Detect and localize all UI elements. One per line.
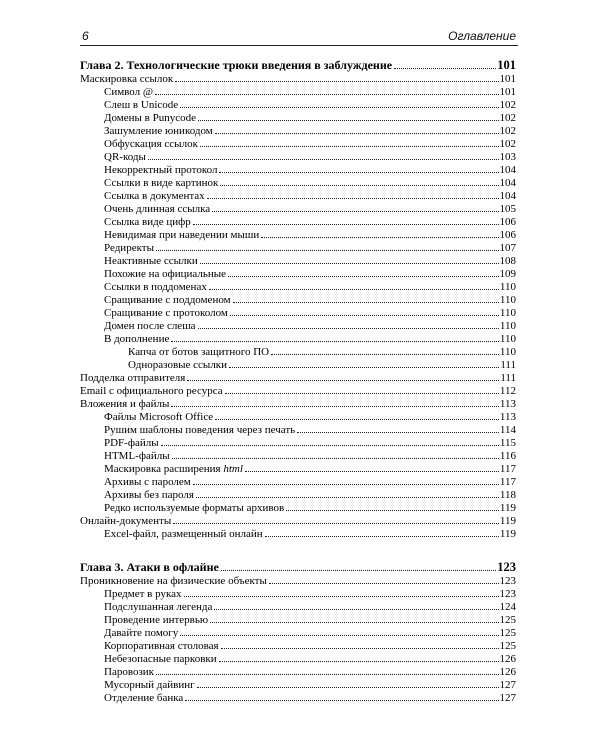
- toc-entry-text: Сращивание с поддоменом: [104, 294, 231, 306]
- page-number: 6: [82, 29, 89, 43]
- toc-entry-text: Слеш в Unicode: [104, 99, 179, 111]
- toc-entry-title: [104, 437, 159, 450]
- toc-entry-text: Ссылка в документах: [104, 190, 205, 202]
- dot-leader: [184, 596, 499, 597]
- toc-chapter-entry: [80, 57, 516, 73]
- toc-page-number: 123: [499, 588, 516, 600]
- dot-leader: [172, 458, 499, 459]
- toc-entry-text: Домены в Punycode: [104, 112, 196, 124]
- toc-entry: [80, 359, 516, 372]
- toc-entry-title: [104, 177, 218, 190]
- toc-entry-title: [80, 398, 169, 411]
- toc-entry-title: [104, 164, 217, 177]
- toc-entry: [80, 229, 516, 242]
- toc-entry-title: [80, 385, 223, 398]
- dot-leader: [156, 250, 499, 251]
- toc-page-number: 110: [499, 294, 516, 306]
- toc-entry-title: [104, 294, 231, 307]
- toc-entry-title: [104, 268, 226, 281]
- toc-entry-title: [104, 112, 196, 125]
- toc-entry: [80, 653, 516, 666]
- toc-entry-title: [104, 424, 295, 437]
- toc-entry-title: [104, 203, 210, 216]
- toc-entry: [80, 476, 516, 489]
- toc-entry: [80, 333, 516, 346]
- toc-page-number: 113: [499, 411, 516, 423]
- dot-leader: [219, 661, 499, 662]
- toc-entry-italic-text: html: [223, 463, 243, 475]
- toc-page-number: 110: [499, 333, 516, 345]
- toc-entry-title: [104, 640, 219, 653]
- toc-page-number: 123: [499, 575, 516, 587]
- toc-entry-text: Архивы с паролем: [104, 476, 191, 488]
- toc-page-number: 102: [499, 99, 516, 111]
- toc-page-number: 117: [499, 476, 516, 488]
- toc-page-number: 104: [499, 190, 516, 202]
- toc-page-number: 110: [499, 281, 516, 293]
- dot-leader: [198, 120, 499, 121]
- toc-entry: [80, 424, 516, 437]
- toc-entry: [80, 614, 516, 627]
- toc-entry-title: [104, 86, 153, 99]
- dot-leader: [286, 510, 499, 511]
- toc-entry-text: Архивы без пароля: [104, 489, 194, 501]
- toc-entry-title: [104, 320, 196, 333]
- toc-entry: [80, 489, 516, 502]
- toc-entry-title: [104, 450, 170, 463]
- toc-entry-text: Онлайн-документы: [80, 515, 172, 527]
- toc-entry-title: [80, 372, 185, 385]
- toc-entry-title: [128, 346, 269, 359]
- toc-page-number: 111: [500, 359, 516, 371]
- toc-page-number: 102: [499, 112, 516, 124]
- toc-entry-title: [104, 653, 217, 666]
- toc-entry-text: HTML-файлы: [104, 450, 170, 462]
- toc-entry-text: Редиректы: [104, 242, 154, 254]
- toc-entry: [80, 528, 516, 541]
- toc-page-number: 119: [499, 515, 516, 527]
- toc-page-number: 110: [499, 320, 516, 332]
- toc-entry-text: Давайте помогу: [104, 627, 179, 639]
- toc-page-number: 115: [499, 437, 516, 449]
- toc-entry-text: Мусорный дайвинг: [104, 679, 195, 691]
- toc-entry-title: [104, 679, 195, 692]
- toc-entry-text: Проникновение на физические объекты: [80, 575, 267, 587]
- dot-leader: [394, 68, 496, 69]
- toc-page-number: 114: [499, 424, 516, 436]
- toc-entry-text: Похожие на официальные: [104, 268, 227, 280]
- toc-entry: [80, 601, 516, 614]
- toc-entry: [80, 99, 516, 112]
- toc-entry: [80, 411, 516, 424]
- toc-entry-title: [104, 242, 154, 255]
- toc-entry: [80, 307, 516, 320]
- toc-page-number: 102: [499, 138, 516, 150]
- toc-page-number: 125: [499, 627, 516, 639]
- toc-page-number: 125: [499, 614, 516, 626]
- toc-entry: [80, 86, 516, 99]
- toc-entry-text: Глава 3. Атаки в офлайне: [80, 560, 219, 574]
- toc-entry: [80, 515, 516, 528]
- toc-entry: [80, 463, 516, 476]
- toc-entry-title: [104, 463, 243, 476]
- toc-entry: [80, 627, 516, 640]
- toc-page-number: 124: [499, 601, 516, 613]
- toc-entry: [80, 177, 516, 190]
- toc-entry: [80, 346, 516, 359]
- dot-leader: [173, 523, 499, 524]
- dot-leader: [265, 536, 499, 537]
- toc-entry-text: Отделение банка: [104, 692, 184, 704]
- toc-page-number: 127: [499, 692, 516, 704]
- toc-entry: [80, 281, 516, 294]
- toc-entry-text: Предмет в руках: [104, 588, 182, 600]
- toc-entry-text: Невидимая при наведении мыши: [104, 229, 260, 241]
- toc-entry-title: [104, 138, 198, 151]
- toc-entry-title: [104, 627, 178, 640]
- toc-page-number: 109: [499, 268, 516, 280]
- toc-entry: [80, 372, 516, 385]
- toc-page-number: 104: [499, 164, 516, 176]
- toc-entry-title: [104, 502, 284, 515]
- dot-leader: [197, 687, 499, 688]
- toc-entry-text: Корпоративная столовая: [104, 640, 219, 652]
- toc-page-number: 126: [499, 666, 516, 678]
- toc-entry-title: [104, 281, 207, 294]
- toc-entry: [80, 692, 516, 705]
- toc-entry-text: Проведение интервью: [104, 614, 209, 626]
- toc-entry-title: [104, 411, 213, 424]
- dot-leader: [198, 328, 499, 329]
- toc-page-number: 102: [499, 125, 516, 137]
- toc-entry: [80, 216, 516, 229]
- toc-entry: [80, 575, 516, 588]
- toc-entry-text: Excel-файл, размещенный онлайн: [104, 528, 263, 540]
- toc-page-number: 119: [499, 502, 516, 514]
- toc-entry: [80, 502, 516, 515]
- toc-page-number: 116: [499, 450, 516, 462]
- dot-leader: [148, 159, 499, 160]
- toc-entry-text: В дополнение: [104, 333, 170, 345]
- dot-leader: [156, 674, 498, 675]
- toc-entry: [80, 190, 516, 203]
- toc-entry-text: Ссылки в поддоменах: [104, 281, 207, 293]
- dot-leader: [271, 354, 499, 355]
- toc-entry-text: Ссылка виде цифр: [104, 216, 191, 228]
- toc-entry-text: Маскировка ссылок: [80, 73, 174, 85]
- toc-entry-text: Подслушанная легенда: [104, 601, 213, 613]
- dot-leader: [185, 700, 498, 701]
- toc-page-number: 104: [499, 177, 516, 189]
- toc-entry-text: Очень длинная ссылка: [104, 203, 211, 215]
- dot-leader: [210, 622, 498, 623]
- toc-page-number: 108: [499, 255, 516, 267]
- dot-leader: [187, 380, 499, 381]
- toc-entry-title: [104, 614, 208, 627]
- dot-leader: [200, 263, 499, 264]
- toc-entry: [80, 125, 516, 138]
- toc-page-number: 101: [499, 86, 516, 98]
- toc-entry: [80, 268, 516, 281]
- dot-leader: [221, 570, 496, 571]
- toc-page-number: 105: [499, 203, 516, 215]
- toc-entry-text: Небезопасные парковки: [104, 653, 217, 665]
- toc-entry-text: Редко используемые форматы архивов: [104, 502, 285, 514]
- dot-leader: [196, 497, 499, 498]
- toc-entry-text: Зашумление юникодом: [104, 125, 213, 137]
- toc-entry: [80, 242, 516, 255]
- dot-leader: [212, 211, 498, 212]
- toc-entry-text: Маскировка расширения: [104, 463, 224, 475]
- toc-entry-title: [104, 190, 205, 203]
- toc-entry-title: [80, 559, 219, 575]
- toc-entry-title: [104, 666, 154, 679]
- toc-page-number: 107: [499, 242, 516, 254]
- toc-page-number: 101: [499, 73, 516, 85]
- toc-entry-text: Капча от ботов защитного ПО: [128, 346, 270, 358]
- header-divider: [80, 45, 518, 46]
- toc-entry-title: [80, 57, 392, 73]
- table-of-contents: [80, 56, 516, 705]
- toc-entry: [80, 112, 516, 125]
- toc-entry: [80, 398, 516, 411]
- toc-entry-text: Одноразовые ссылки: [128, 359, 228, 371]
- dot-leader: [209, 289, 499, 290]
- dot-leader: [221, 648, 499, 649]
- dot-leader: [228, 276, 498, 277]
- dot-leader: [214, 609, 498, 610]
- toc-entry-title: [104, 216, 191, 229]
- toc-entry-text: QR-коды: [104, 151, 146, 163]
- toc-page-number: 110: [499, 307, 516, 319]
- toc-entry-text: Рушим шаблоны поведения через печать: [104, 424, 296, 436]
- toc-page-number: 119: [499, 528, 516, 540]
- dot-leader: [171, 406, 499, 407]
- toc-page-number: 125: [499, 640, 516, 652]
- dot-leader: [171, 341, 499, 342]
- toc-entry-title: [104, 307, 228, 320]
- dot-leader: [229, 367, 499, 368]
- toc-entry-title: [80, 73, 173, 86]
- toc-entry: [80, 640, 516, 653]
- toc-entry-text: PDF-файлы: [104, 437, 159, 449]
- toc-entry-text: Email с официального ресурса: [80, 385, 223, 397]
- toc-entry-title: [104, 229, 259, 242]
- dot-leader: [215, 419, 499, 420]
- toc-entry-text: Глава 2. Технологические трюки введения в заблуждение: [80, 58, 393, 72]
- toc-page-number: 111: [500, 372, 516, 384]
- toc-entry: [80, 588, 516, 601]
- dot-leader: [219, 172, 498, 173]
- toc-page-number: 103: [499, 151, 516, 163]
- dot-leader: [215, 133, 499, 134]
- toc-entry: [80, 385, 516, 398]
- toc-entry-text: Файлы Microsoft Office: [104, 411, 214, 423]
- toc-entry-text: Домен после слеша: [104, 320, 196, 332]
- toc-entry-text: Обфускация ссылок: [104, 138, 198, 150]
- dot-leader: [230, 315, 499, 316]
- toc-page-number: 127: [499, 679, 516, 691]
- toc-entry-title: [104, 333, 169, 346]
- toc-entry-title: [128, 359, 227, 372]
- toc-entry-text: Вложения и файлы: [80, 398, 170, 410]
- dot-leader: [161, 445, 499, 446]
- toc-page-number: 112: [499, 385, 516, 397]
- dot-leader: [193, 484, 499, 485]
- toc-entry-text: Ссылки в виде картинок: [104, 177, 219, 189]
- dot-leader: [207, 198, 499, 199]
- toc-chapter-entry: [80, 559, 516, 575]
- dot-leader: [175, 81, 498, 82]
- toc-entry-text: Некорректный протокол: [104, 164, 218, 176]
- toc-entry: [80, 294, 516, 307]
- toc-entry: [80, 164, 516, 177]
- dot-leader: [155, 94, 498, 95]
- toc-entry: [80, 666, 516, 679]
- toc-entry-title: [104, 151, 146, 164]
- toc-entry-title: [104, 255, 198, 268]
- toc-entry-text: Символ @: [104, 86, 154, 98]
- dot-leader: [200, 146, 499, 147]
- toc-entry-title: [80, 575, 267, 588]
- toc-entry-text: Паровозик: [104, 666, 155, 678]
- dot-leader: [225, 393, 499, 394]
- toc-page-number: 106: [499, 216, 516, 228]
- toc-entry: [80, 679, 516, 692]
- toc-entry-text: Сращивание с протоколом: [104, 307, 228, 319]
- dot-leader: [220, 185, 498, 186]
- toc-entry: [80, 450, 516, 463]
- toc-page-number: 117: [499, 463, 516, 475]
- dot-leader: [245, 471, 499, 472]
- dot-leader: [180, 107, 498, 108]
- toc-entry: [80, 255, 516, 268]
- dot-leader: [297, 432, 499, 433]
- dot-leader: [180, 635, 498, 636]
- toc-page-number: 106: [499, 229, 516, 241]
- toc-entry: [80, 437, 516, 450]
- toc-entry: [80, 73, 516, 86]
- toc-entry: [80, 320, 516, 333]
- toc-entry: [80, 203, 516, 216]
- toc-entry-title: [104, 528, 263, 541]
- toc-entry-title: [104, 588, 182, 601]
- toc-entry-title: [104, 692, 183, 705]
- toc-entry-title: [104, 489, 194, 502]
- toc-page-number: 126: [499, 653, 516, 665]
- dot-leader: [233, 302, 499, 303]
- dot-leader: [269, 583, 499, 584]
- running-head-title: Оглавление: [448, 29, 516, 43]
- toc-page-number: 101: [497, 58, 516, 72]
- dot-leader: [193, 224, 499, 225]
- toc-entry-title: [104, 601, 212, 614]
- toc-entry-title: [104, 125, 213, 138]
- toc-entry-title: [104, 99, 178, 112]
- toc-entry-title: [80, 515, 171, 528]
- toc-page-number: 113: [499, 398, 516, 410]
- toc-entry: [80, 138, 516, 151]
- toc-page-number: 118: [499, 489, 516, 501]
- toc-page-number: 110: [499, 346, 516, 358]
- toc-entry: [80, 151, 516, 164]
- dot-leader: [261, 237, 498, 238]
- toc-entry-text: Неактивные ссылки: [104, 255, 198, 267]
- toc-entry-text: Подделка отправителя: [80, 372, 186, 384]
- toc-page-number: 123: [497, 560, 516, 574]
- toc-entry-title: [104, 476, 191, 489]
